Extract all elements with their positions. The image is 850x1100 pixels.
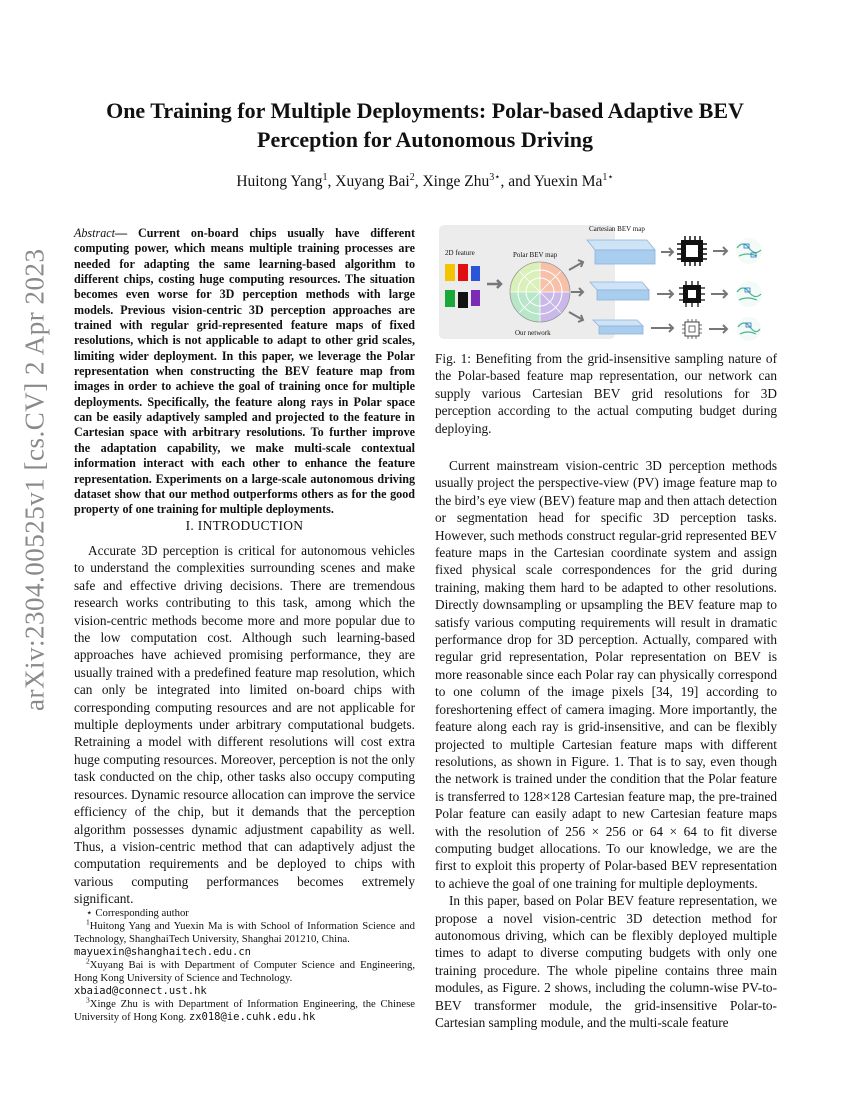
footnote-corresponding: ⋆ Corresponding author xyxy=(86,907,189,919)
footnote-1-mark: 1 xyxy=(86,917,90,927)
footnote-3-email[interactable]: zx018@ie.cuhk.edu.hk xyxy=(188,1011,316,1023)
detection-result-large xyxy=(736,238,762,264)
abstract-label: Abstract xyxy=(74,226,115,240)
chip-small-core xyxy=(689,326,695,332)
right-paragraph-2: In this paper, based on Polar BEV feature representation, we propose a novel vision-centric 3D detection method for autonomous driving, which can be flexibly deployed multiple times to adapt to diverse computing budgets with only one training procedure. The whole pipeline contains three main modules, as Figure. 2 shows, including the column-wise PV-to-BEV transformer module, the grid-insensitive Polar-to-Cartesian sampling module, and the multi-scale feature xyxy=(435,893,777,1030)
footnote-3-mark: 3 xyxy=(86,995,90,1005)
footnote-1-email[interactable]: mayuexin@shanghaitech.edu.cn xyxy=(74,946,252,958)
footnote-2-text: Xuyang Bai is with Department of Computer Science and Engineering, Hong Kong University of Science and Technology. xyxy=(74,959,415,984)
result-small-bg xyxy=(737,317,761,341)
paper-title xyxy=(60,96,790,154)
intro-paragraph: Accurate 3D perception is critical for autonomous vehicles to understand the complexities surrounding scenes and make safe and effective driving decisions. There are tremendous research works contributing to this task, among which the vision-centric methods become more and more popular due to the low computation cost. Although such learning-based approaches have achieved promising performance, they are usually trained with a predefined feature map resolution, which can only be integrated into limited on-board chips with corresponding computing resources and are not applicable for multiple deployments under arbitrary computational budgets. Retraining a model with different resolutions will cost extra huge computing resources. Moreover, perception is not the only task conducted on the chip, other tasks also occupy computing resources. Dynamic resource allocation can improve the service efficiency of the chip, but it demands that the perception algorithm possesses dynamic adjustment capability as well. Thus, a vision-centric method that can adaptively adjust the computation requirements and be deployed to chips with various computing performances becomes extremely significant. xyxy=(74,543,415,907)
arrow-to-chip-large xyxy=(661,248,673,256)
cartesian-grid-medium xyxy=(590,282,649,300)
footnote-3 xyxy=(74,995,415,1024)
author-2-mark: 2 xyxy=(409,171,415,183)
chip-medium-core xyxy=(688,290,696,298)
footnote-2-email[interactable]: xbaiad@connect.ust.hk xyxy=(74,985,207,997)
grid-medium-top xyxy=(590,282,649,290)
chip-icon-large xyxy=(677,236,707,266)
author-list xyxy=(60,173,790,191)
label-our-network: Our network xyxy=(515,329,551,337)
feature-block-purple xyxy=(471,290,480,306)
arrow-to-result-medium xyxy=(711,290,727,298)
arrow-to-result-small xyxy=(709,325,727,333)
author-3-mark: 3⋆ xyxy=(489,171,501,183)
author-3: , Xinge Zhu xyxy=(414,173,490,190)
feature-block-blue xyxy=(471,266,480,281)
right-paragraph-1: Current mainstream vision-centric 3D perception methods usually project the perspective-view (PV) image feature map to the bird’s eye view (BEV) feature map and then attach detection or segmentation head for specific 3D perception tasks. However, such methods construct regular-grid represented BEV feature maps in the Cartesian coordinate system and assign fixed physical scale correspondences for the grid during training, making them hard to be adapted to other resolutions. Directly downsampling or upsampling the BEV feature map to satisfy various computing requirements will result in dramatic performance drop for 3D perception. Actually, compared with regular grid representation, Polar representation on BEV is more reasonable since each Polar ray can physically correspond to one column of the image pixels [34, 19] according to foreshortening effect of camera imaging. More importantly, the feature along each ray is grid-insensitive, and can be flexibly projected to multiple Cartesian feature maps with different resolutions, as shown in Figure. 1. That is to say, even though the network is trained under the condition that the Polar feature is transferred to 128×128 Cartesian feature map, the pre-trained Polar feature can easily adapt to new Cartesian feature maps with the resolution of 256 × 256 or 64 × 64 to fit diverse computing budget allocations. To our knowledge, we are the first to exploit this property of Polar-based BEV representation to achieve the goal of one training for multiple deployments. xyxy=(435,458,777,891)
footnotes xyxy=(74,907,415,1024)
detection-result-small xyxy=(737,317,761,341)
arxiv-identifier: arXiv:2304.00525v1 [cs.CV] 2 Apr 2023 xyxy=(19,248,50,712)
feature-block-green xyxy=(445,290,455,307)
figure-1-caption: Fig. 1: Benefiting from the grid-insensitive sampling nature of the Polar-based feature map representation, our network can supply various Cartesian BEV grid resolutions for 3D perception according to the actual computing budget during deploying. xyxy=(435,351,777,436)
figure-1 xyxy=(437,222,777,342)
label-cartesian-bev-map: Cartesian BEV map xyxy=(589,225,645,233)
polar-bev-map xyxy=(510,262,570,322)
arrow-to-chip-medium xyxy=(657,290,673,298)
label-polar-bev-map: Polar BEV map xyxy=(513,251,558,259)
section-heading-introduction: I. INTRODUCTION xyxy=(185,518,304,533)
chip-icon-small xyxy=(682,319,702,339)
cartesian-grid-small xyxy=(593,320,643,334)
footnote-2-mark: 2 xyxy=(86,956,90,966)
chip-icon-medium xyxy=(679,281,705,307)
chip-large-core xyxy=(686,245,698,257)
label-2d-feature: 2D feature xyxy=(445,249,475,257)
author-1: Huitong Yang xyxy=(236,173,323,190)
footnote-2 xyxy=(74,956,415,998)
author-4-mark: 1⋆ xyxy=(602,171,614,183)
grid-large-front xyxy=(595,250,655,264)
feature-block-red xyxy=(458,264,468,281)
grid-medium-front xyxy=(597,290,649,300)
arrow-to-chip-small xyxy=(651,324,673,332)
title-line-1: One Training for Multiple Deployments: Polar-based Adaptive BEV xyxy=(106,98,744,123)
title-line-2: Perception for Autonomous Driving xyxy=(257,127,593,152)
abstract xyxy=(74,226,415,518)
footnote-1-text: Huitong Yang and Yuexin Ma is with School of Information Science and Technology, ShanghaiTech University, Shanghai 201210, China. xyxy=(74,920,415,945)
intro-text xyxy=(74,542,415,908)
grid-small-front xyxy=(599,326,643,334)
author-4: , and Yuexin Ma xyxy=(500,173,603,190)
result-large-bg xyxy=(736,238,762,264)
result-medium-bg xyxy=(736,281,762,307)
author-2: , Xuyang Bai xyxy=(327,173,410,190)
cartesian-grid-large xyxy=(587,240,655,264)
grid-small-top xyxy=(593,320,643,326)
right-column-text xyxy=(435,457,777,1031)
arrow-to-result-large xyxy=(713,247,727,255)
feature-block-yellow xyxy=(445,264,455,281)
detection-result-medium xyxy=(736,281,762,307)
footnote-3-text: Xinge Zhu is with Department of Information Engineering, the Chinese University of Hong Kong. xyxy=(74,998,415,1023)
grid-large-top xyxy=(587,240,655,250)
chip-small-body xyxy=(685,322,699,336)
feature-block-black xyxy=(458,292,468,308)
footnote-1 xyxy=(74,917,415,959)
author-1-mark: 1 xyxy=(322,171,328,183)
abstract-body: — Current on-board chips usually have different computing power, which means multiple training processes are needed for adapting the same learning-based algorithm to different chips, costing huge computing resources. The situation becomes even worse for 3D perception methods with large models. Previous vision-centric 3D perception approaches are trained with regular grid-represented feature maps of fixed resolutions, which is not applicable to adapt to other grid scales, limiting wider deployment. In this paper, we leverage the Polar representation when constructing the BEV feature map from images in order to achieve the goal of training once for multiple deployments. Specifically, the feature along rays in Polar space can be easily adaptively sampled and projected to the feature in Cartesian space with arbitrary resolutions. To further improve the adaptation capability, we make multi-scale contextual information interact with each other to enhance the feature representation. Experiments on a large-scale autonomous driving dataset show that our method outperforms others as for the good property of one training for multiple deployments. xyxy=(74,226,415,517)
